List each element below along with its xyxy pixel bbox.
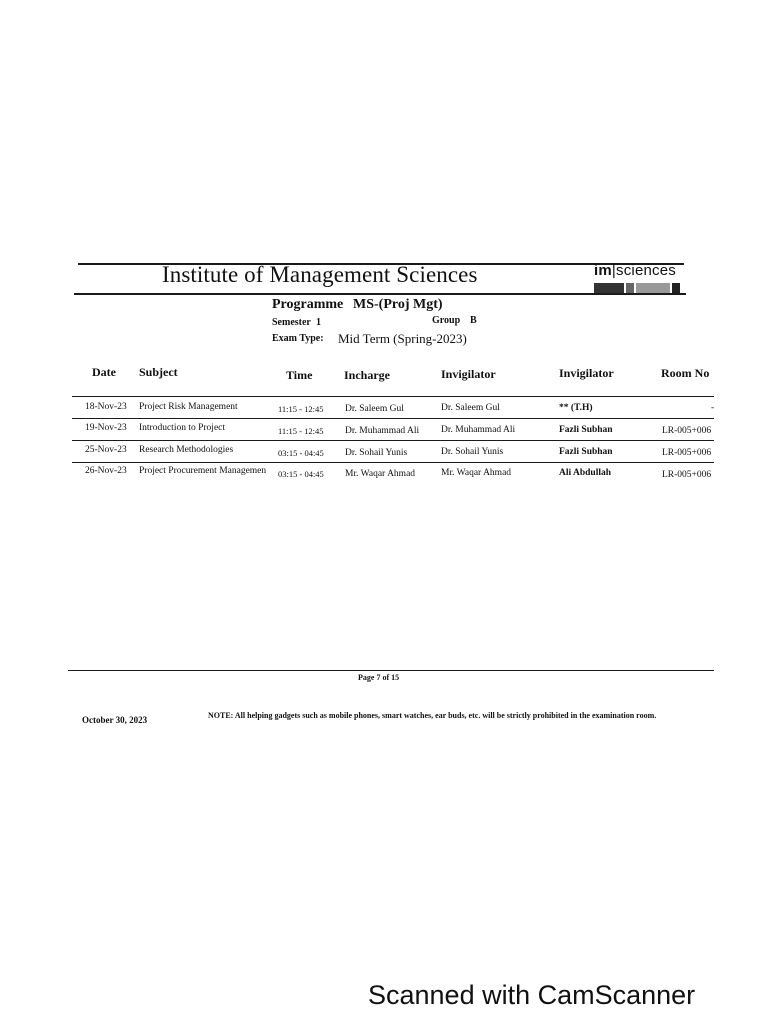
header-time: Time bbox=[286, 368, 313, 382]
header-room-no: Room No bbox=[661, 366, 710, 380]
cell-invigilator-2: Ali Abdullah bbox=[559, 468, 612, 478]
cell-incharge: Dr. Sohail Yunis bbox=[345, 448, 408, 458]
row-divider-2 bbox=[72, 440, 714, 441]
cell-invigilator-1: Dr. Saleem Gul bbox=[441, 403, 500, 413]
header-date: Date bbox=[92, 365, 116, 379]
footer-rule bbox=[68, 670, 714, 671]
header-subject: Subject bbox=[139, 365, 178, 379]
header-invigilator-1: Invigilator bbox=[441, 367, 496, 381]
cell-invigilator-1: Mr. Waqar Ahmad bbox=[441, 468, 512, 478]
cell-incharge: Dr. Muhammad Ali bbox=[345, 426, 420, 436]
camscanner-watermark: Scanned with CamScanner bbox=[368, 980, 696, 1010]
cell-room-no: LR-005+006 bbox=[662, 470, 712, 480]
cell-room-no: - bbox=[711, 403, 715, 413]
cell-invigilator-2: Fazli Subhan bbox=[559, 425, 613, 435]
semester-label: Semester bbox=[272, 317, 311, 328]
document-date: October 30, 2023 bbox=[82, 715, 148, 725]
cell-subject: Introduction to Project bbox=[139, 423, 226, 433]
cell-invigilator-2: Fazli Subhan bbox=[559, 447, 613, 457]
table-header-rule bbox=[72, 396, 714, 397]
header-invigilator-2: Invigilator bbox=[559, 366, 614, 380]
programme-value: MS-(Proj Mgt) bbox=[353, 297, 443, 312]
cell-time: 03:15 - 04:45 bbox=[278, 469, 324, 479]
cell-invigilator-2: ** (T.H) bbox=[559, 403, 593, 413]
logo-bars bbox=[594, 283, 680, 293]
institute-title: Institute of Management Sciences bbox=[162, 262, 478, 287]
cell-time: 11:15 - 12:45 bbox=[278, 426, 324, 436]
cell-subject: Project Risk Management bbox=[139, 402, 238, 412]
row-divider-3 bbox=[72, 462, 714, 463]
page-number: Page 7 of 15 bbox=[358, 673, 400, 682]
cell-room-no: LR-005+006 bbox=[662, 448, 712, 458]
cell-incharge: Dr. Saleem Gul bbox=[345, 404, 404, 414]
group-label: Group bbox=[432, 315, 461, 326]
exam-type-value: Mid Term (Spring-2023) bbox=[338, 331, 467, 346]
semester-value: 1 bbox=[316, 317, 321, 328]
logo-text: im|sciences bbox=[594, 262, 676, 279]
cell-incharge: Mr. Waqar Ahmad bbox=[345, 469, 416, 479]
cell-room-no: LR-005+006 bbox=[662, 426, 712, 436]
cell-time: 11:15 - 12:45 bbox=[278, 404, 324, 414]
cell-subject: Research Methodologies bbox=[139, 445, 234, 455]
programme-label: Programme bbox=[272, 297, 344, 312]
cell-invigilator-1: Dr. Sohail Yunis bbox=[441, 447, 504, 457]
header-incharge: Incharge bbox=[344, 368, 390, 382]
row-divider-1 bbox=[72, 418, 714, 419]
cell-invigilator-1: Dr. Muhammad Ali bbox=[441, 425, 516, 435]
cell-date: 26-Nov-23 bbox=[85, 466, 127, 476]
exam-type-label: Exam Type: bbox=[272, 333, 324, 344]
cell-time: 03:15 - 04:45 bbox=[278, 448, 324, 458]
cell-date: 25-Nov-23 bbox=[85, 445, 127, 455]
cell-subject: Project Procurement Managemen bbox=[139, 466, 267, 476]
footer-note: NOTE: All helping gadgets such as mobile phones, smart watches, ear buds, etc. will be strictly prohibited in the examination room. bbox=[208, 711, 657, 720]
cell-date: 18-Nov-23 bbox=[85, 402, 127, 412]
cell-date: 19-Nov-23 bbox=[85, 423, 127, 433]
imsciences-logo bbox=[592, 262, 686, 296]
group-value: B bbox=[470, 315, 477, 326]
